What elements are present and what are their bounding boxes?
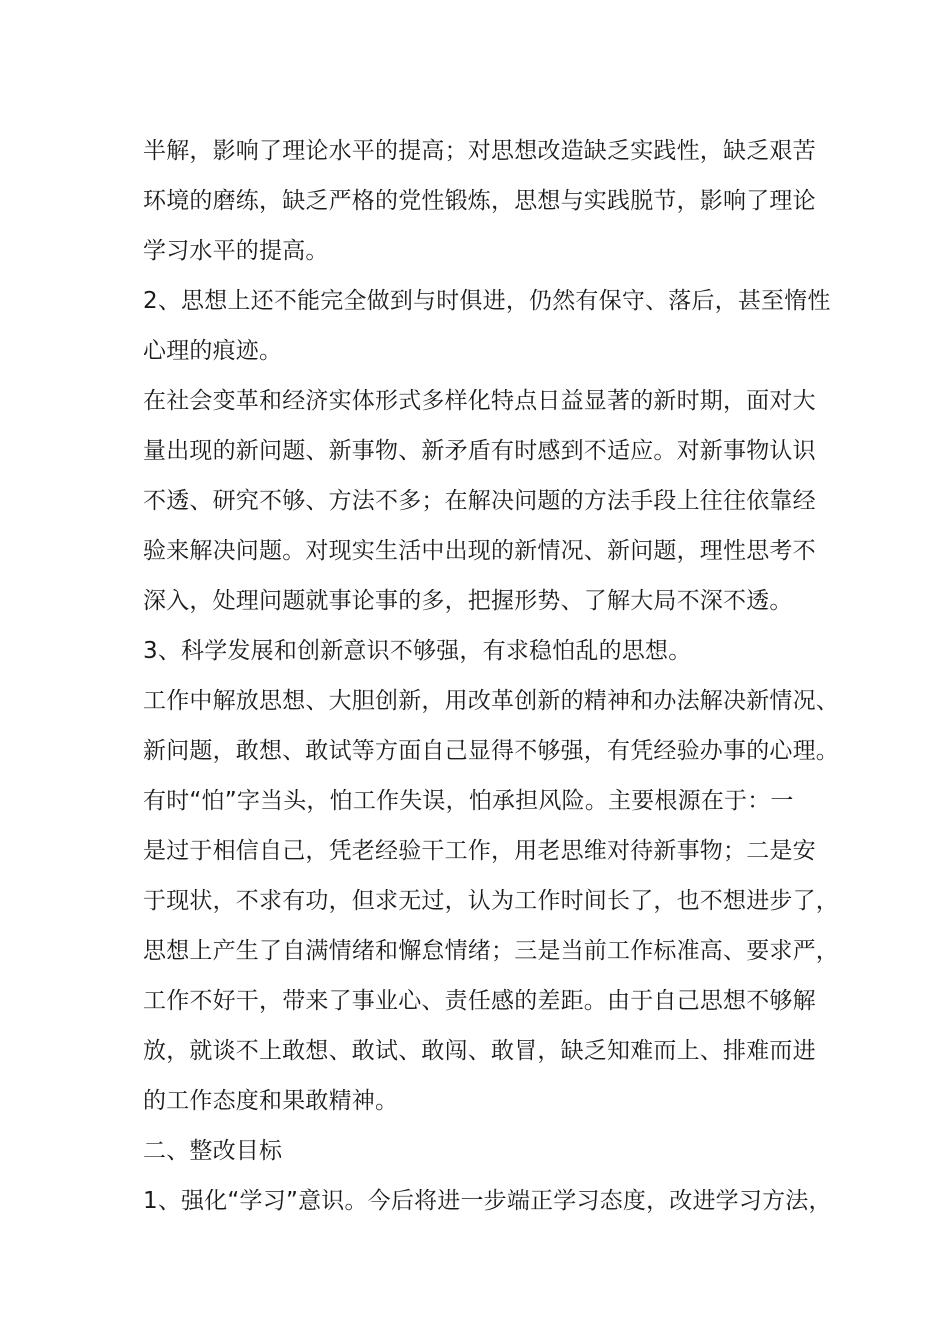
section-heading: 二、整改目标 [143,1138,283,1164]
text-line: 新问题，敢想、敢试等方面自己显得不够强，有凭经验办事的心理。 [143,738,839,764]
text-line: 环境的磨练，缺乏严格的党性锻炼，思想与实践脱节，影响了理论 [143,188,816,214]
text-line: 在社会变革和经济实体形式多样化特点日益显著的新时期，面对大 [143,388,816,414]
text-line: 思想上产生了自满情绪和懈怠情绪；三是当前工作标准高、要求严， [143,938,839,964]
text-line: 量出现的新问题、新事物、新矛盾有时感到不适应。对新事物认识 [143,438,816,464]
text-line: 工作不好干，带来了事业心、责任感的差距。由于自己思想不够解 [143,988,816,1014]
text-line: 有时“怕”字当头，怕工作失误，怕承担风险。主要根源在于：一 [143,788,794,814]
text-line: 1、强化“学习”意识。今后将进一步端正学习态度，改进学习方法， [143,1188,832,1214]
text-line: 不透、研究不够、方法不多；在解决问题的方法手段上往往依靠经 [143,488,816,514]
text-line: 心理的痕迹。 [143,338,283,364]
text-line: 深入，处理问题就事论事的多，把握形势、了解大局不深不透。 [143,588,793,614]
text-line: 验来解决问题。对现实生活中出现的新情况、新问题，理性思考不 [143,538,816,564]
text-line: 的工作态度和果敢精神。 [143,1088,399,1114]
text-line: 放，就谈不上敢想、敢试、敢闯、敢冒，缺乏知难而上、排难而进 [143,1038,816,1064]
text-line: 于现状，不求有功，但求无过，认为工作时间长了，也不想进步了， [143,888,839,914]
text-line: 学习水平的提高。 [143,238,329,264]
document-body [143,126,839,1226]
text-line: 是过于相信自己，凭老经验干工作，用老思维对待新事物；二是安 [143,838,816,864]
text-line: 3、科学发展和创新意识不够强，有求稳怕乱的思想。 [143,638,692,664]
text-line: 2、思想上还不能完全做到与时俱进，仍然有保守、落后，甚至惰性 [143,288,831,314]
text-line: 工作中解放思想、大胆创新，用改革创新的精神和办法解决新情况、 [143,688,839,714]
text-line: 半解，影响了理论水平的提高；对思想改造缺乏实践性，缺乏艰苦 [143,138,816,164]
